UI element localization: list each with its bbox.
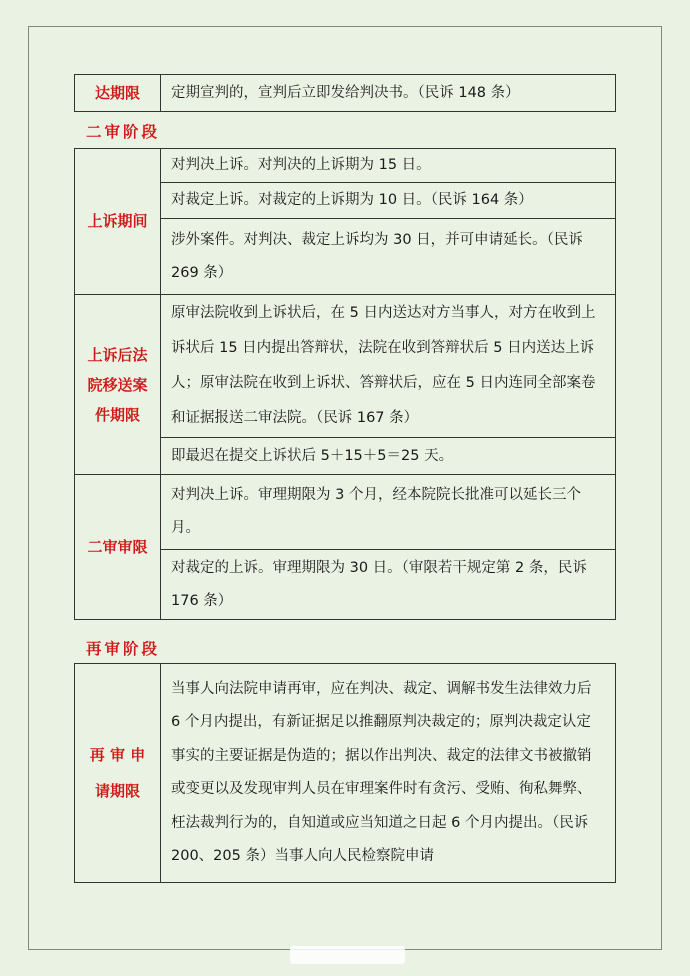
text-cell: 即最迟在提交上诉状后 5＋15＋5＝25 天。 — [161, 438, 616, 475]
text-cell: 对判决上诉。对判决的上诉期为 15 日。 — [161, 149, 616, 183]
text-cell: 对判决上诉。审理期限为 3 个月，经本院院长批准可以延长三个月。 — [161, 475, 616, 550]
label-cell: 达期限 — [75, 75, 161, 112]
text-cell: 对裁定的上诉。审理期限为 30 日。（审限若干规定第 2 条，民诉 176 条） — [161, 550, 616, 620]
text-cell: 对裁定上诉。对裁定的上诉期为 10 日。（民诉 164 条） — [161, 183, 616, 219]
section-title-retrial: 再审阶段 — [86, 640, 161, 658]
text-cell: 涉外案件。对判决、裁定上诉均为 30 日，并可申请延长。（民诉 269 条） — [161, 219, 616, 295]
section-title-second-instance: 二审阶段 — [86, 123, 161, 141]
table-retrial — [74, 663, 616, 883]
text-cell: 原审法院收到上诉状后，在 5 日内送达对方当事人，对方在收到上诉状后 15 日内提出答辩状，法院在收到答辩状后 5 日内送达上诉人；原审法院在收到上诉状、答辩状后，应在 5 日内连同全部案卷和证据报送二审法院。（民诉 167 条） — [161, 295, 616, 438]
label-retrial-period: 再 审 申 请期限 — [75, 664, 161, 883]
text-cell: 当事人向法院申请再审，应在判决、裁定、调解书发生法律效力后 6 个月内提出，有新证据足以推翻原判决裁定的；原判决裁定认定事实的主要证据是伪造的；据以作出判决、裁定的法律文书被撤销或变更以及发现审判人员在审理案件时有贪污、受贿、徇私舞弊、枉法裁判行为的，自知道或应当知道之日起 6 个月内提出。（民诉 200、205 条）当事人向人民检察院申请 — [161, 664, 616, 883]
label-appeal-period: 上诉期间 — [75, 149, 161, 295]
table-second-instance — [74, 148, 616, 620]
label-second-trial: 二审审限 — [75, 475, 161, 620]
text-cell: 定期宣判的，宣判后立即发给判决书。（民诉 148 条） — [161, 75, 616, 112]
watermark — [290, 946, 405, 964]
label-transfer-period: 上诉后法院移送案件期限 — [75, 295, 161, 475]
table-deadline-row — [74, 74, 616, 112]
